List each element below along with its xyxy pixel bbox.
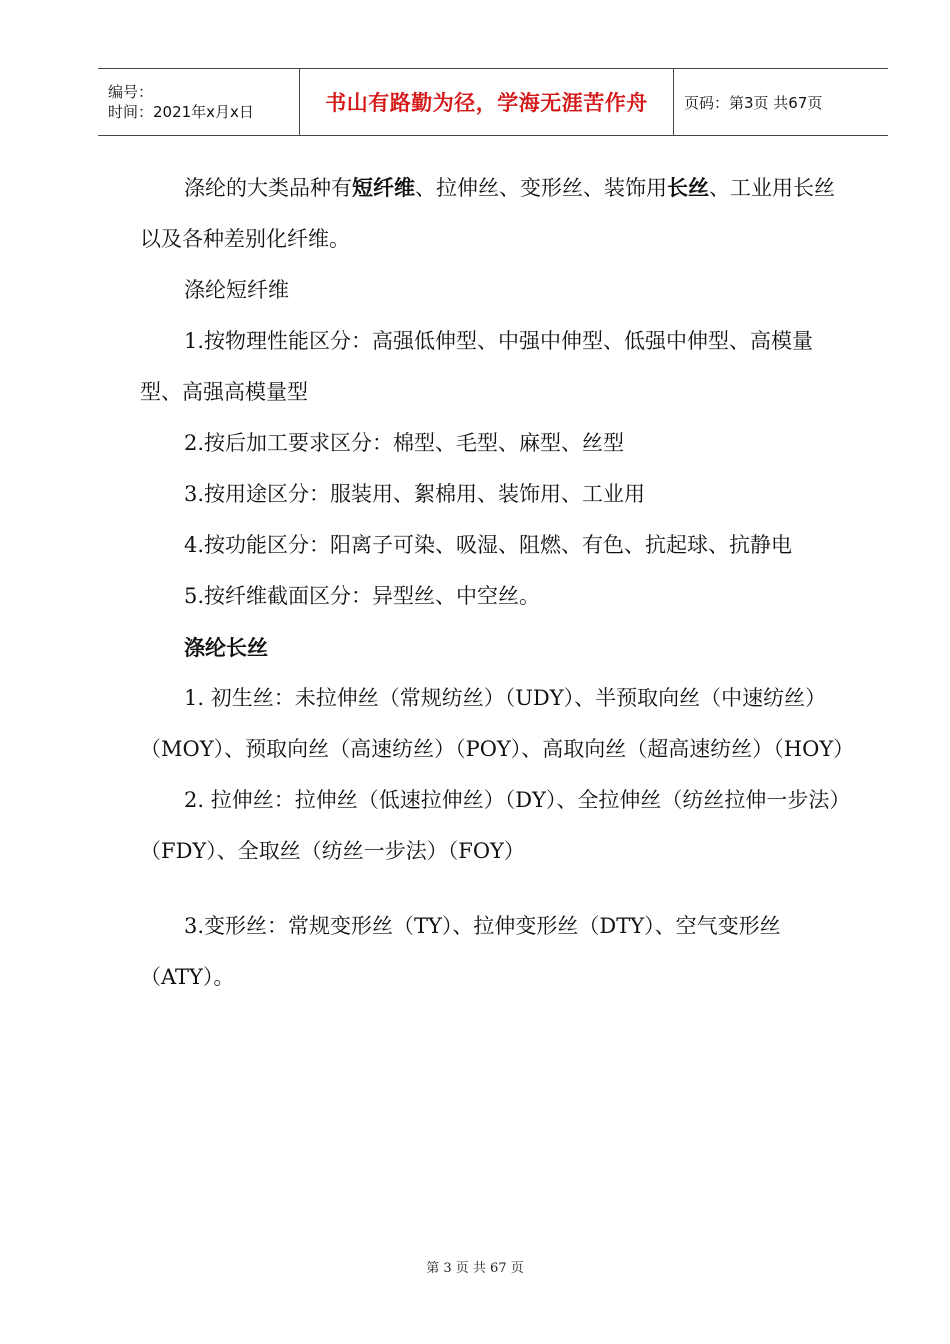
page-footer: 第 3 页 共 67 页 — [426, 1261, 524, 1276]
intro-bold-short-fiber: 短纤维 — [352, 175, 415, 200]
staple-item-3: 3.按用途区分：服装用、絮棉用、装饰用、工业用 — [184, 482, 646, 506]
serial-label: 编号： — [108, 83, 154, 101]
intro-paragraph — [140, 162, 852, 265]
page-info-text: 页码：第3页 共67页 — [684, 93, 823, 112]
time-label: 时间：2021年x月x日 — [108, 103, 254, 121]
section-heading-filament: 涤纶长丝 — [184, 635, 268, 660]
filament-item-3: 3.变形丝：常规变形丝（TY）、拉伸变形丝（DTY）、空气变形丝（ATY）。 — [140, 914, 781, 989]
intro-text-2: 、拉伸丝、变形丝、装饰用 — [415, 176, 667, 200]
header-motto — [300, 69, 674, 135]
header-page-info — [674, 69, 888, 135]
filament-item-1: 1. 初生丝：未拉伸丝（常规纺丝）（UDY）、半预取向丝（中速纺丝）（MOY）、预取向丝（高速纺丝）（POY）、高取向丝（超高速纺丝）（HOY） — [140, 686, 855, 761]
staple-item-4: 4.按功能区分：阳离子可染、吸湿、阻燃、有色、抗起球、抗静电 — [184, 533, 793, 557]
staple-item-2: 2.按后加工要求区分：棉型、毛型、麻型、丝型 — [184, 431, 625, 455]
intro-text-1: 涤纶的大类品种有 — [184, 176, 352, 200]
document-body — [140, 162, 855, 1003]
section-heading-staple: 涤纶短纤维 — [184, 278, 289, 302]
page-header — [98, 68, 888, 136]
motto-text: 书山有路勤为径，学海无涯苦作舟 — [325, 91, 648, 115]
intro-bold-filament: 长丝 — [667, 175, 709, 200]
staple-item-5: 5.按纤维截面区分：异型丝、中空丝。 — [184, 584, 541, 608]
intro-text-3: 、工业用长丝以及各种差别化纤维。 — [140, 176, 835, 251]
filament-item-2: 2. 拉伸丝：拉伸丝（低速拉伸丝）（DY）、全拉伸丝（纺丝拉伸一步法）（FDY）、全取丝（纺丝一步法）（FOY） — [140, 788, 851, 863]
staple-item-1: 1.按物理性能区分：高强低伸型、中强中伸型、低强中伸型、高模量型、高强高模量型 — [140, 329, 814, 404]
header-meta — [98, 69, 300, 135]
